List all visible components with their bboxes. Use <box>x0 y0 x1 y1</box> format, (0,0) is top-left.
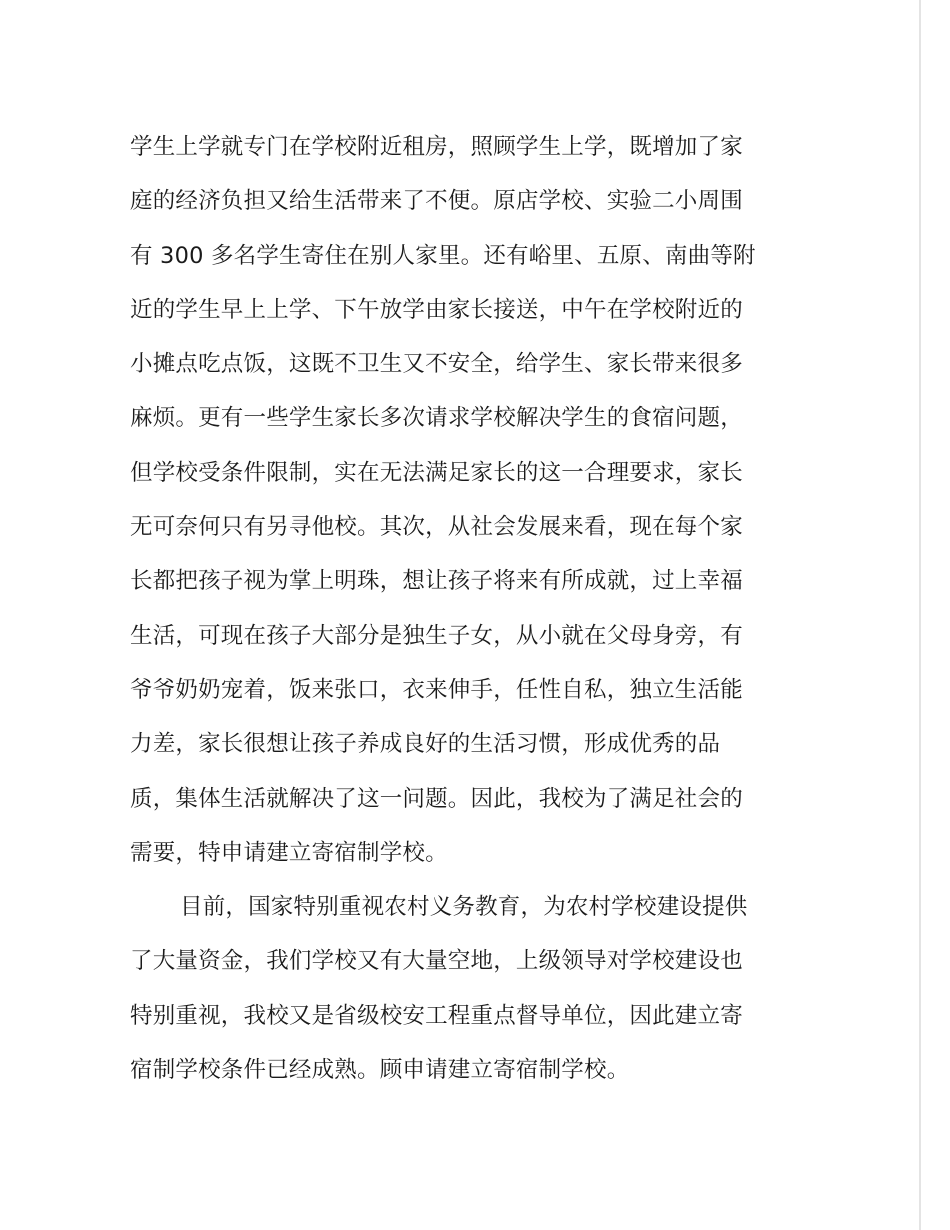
text-line: 力差，家长很想让孩子养成良好的生活习惯，形成优秀的品 <box>130 731 721 758</box>
text-line: 宿制学校条件已经成熟。顾申请建立寄宿制学校。 <box>130 1057 630 1084</box>
text-line: 无可奈何只有另寻他校。其次，从社会发展来看，现在每个家 <box>130 514 743 541</box>
text-line: 麻烦。更有一些学生家长多次请求学校解决学生的食宿问题， <box>130 405 743 432</box>
text-line: 质，集体生活就解决了这一问题。因此，我校为了满足社会的 <box>130 785 743 812</box>
text-line: 小摊点吃点饭，这既不卫生又不安全，给学生、家长带来很多 <box>130 351 743 378</box>
text-line: 学生上学就专门在学校附近租房，照顾学生上学，既增加了家 <box>130 134 743 160</box>
page-edge-divider <box>919 0 921 1230</box>
text-line: 爷爷奶奶宠着，饭来张口，衣来伸手，任性自私，独立生活能 <box>130 676 743 703</box>
text-line: 近的学生早上上学、下午放学由家长接送，中午在学校附近的 <box>130 296 743 323</box>
text-line: 有 300 多名学生寄住在别人家里。还有峪里、五原、南曲等附 <box>130 242 756 269</box>
paragraph-start-line: 目前，国家特别重视农村义务教育，为农村学校建设提供 <box>180 894 748 921</box>
text-line: 长都把孩子视为掌上明珠，想让孩子将来有所成就，过上幸福 <box>130 568 743 595</box>
text-line: 需要，特申请建立寄宿制学校。 <box>130 839 448 866</box>
body-text <box>130 120 756 1097</box>
text-line: 生活，可现在孩子大部分是独生子女，从小就在父母身旁，有 <box>130 622 743 649</box>
text-line: 但学校受条件限制，实在无法满足家长的这一合理要求，家长 <box>130 459 743 486</box>
text-line: 了大量资金，我们学校又有大量空地，上级领导对学校建设也 <box>130 948 743 975</box>
text-line: 特别重视，我校又是省级校安工程重点督导单位，因此建立寄 <box>130 1002 743 1029</box>
text-line: 庭的经济负担又给生活带来了不便。原店学校、实验二小周围 <box>130 188 743 215</box>
